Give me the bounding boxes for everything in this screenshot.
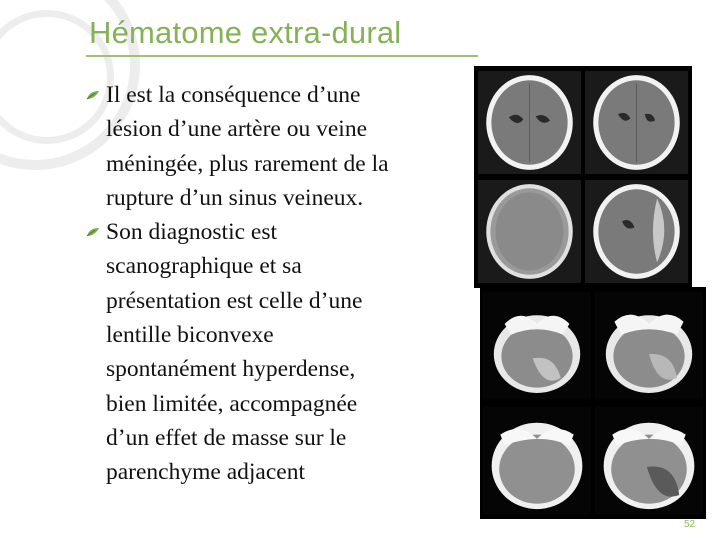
bullet-line: présentation est celle d’une (106, 287, 363, 314)
ct-slice (483, 405, 591, 516)
ct-slice (478, 179, 581, 284)
bullet-line: lentille biconvexe (106, 322, 274, 349)
bullet-line: parenchyme adjacent (106, 459, 305, 486)
bullet-line: d’un effet de masse sur le (106, 424, 347, 451)
ct-scan-image-bottom (480, 287, 706, 519)
ct-slice (585, 70, 688, 175)
bullet-line: bien limitée, accompagnée (106, 390, 358, 417)
leaf-bullet-icon (86, 227, 100, 237)
bullet-line: méningée, plus rarement de la (106, 150, 389, 177)
title-underline (86, 55, 478, 57)
bullet-item (86, 78, 461, 215)
ct-slice (478, 70, 581, 175)
page-number: 52 (684, 519, 696, 530)
bullet-list (86, 78, 461, 490)
ct-slice (595, 290, 703, 401)
bullet-line: scanographique et sa (106, 253, 302, 280)
bullet-line: lésion d’une artère ou veine (106, 116, 368, 143)
ct-slice (595, 405, 703, 516)
bullet-line: spontanément hyperdense, (106, 356, 356, 383)
ct-scan-image-top (474, 66, 692, 288)
bullet-line: Il est la conséquence d’une (106, 82, 361, 108)
bullet-line: rupture d’un sinus veineux. (106, 184, 364, 211)
leaf-bullet-icon (86, 90, 100, 100)
slide-title: Hématome extra-dural (89, 15, 402, 50)
bullet-line: Son diagnostic est (106, 219, 278, 246)
ct-slice (483, 290, 591, 401)
ct-slice (585, 179, 688, 284)
bullet-item (86, 215, 461, 489)
